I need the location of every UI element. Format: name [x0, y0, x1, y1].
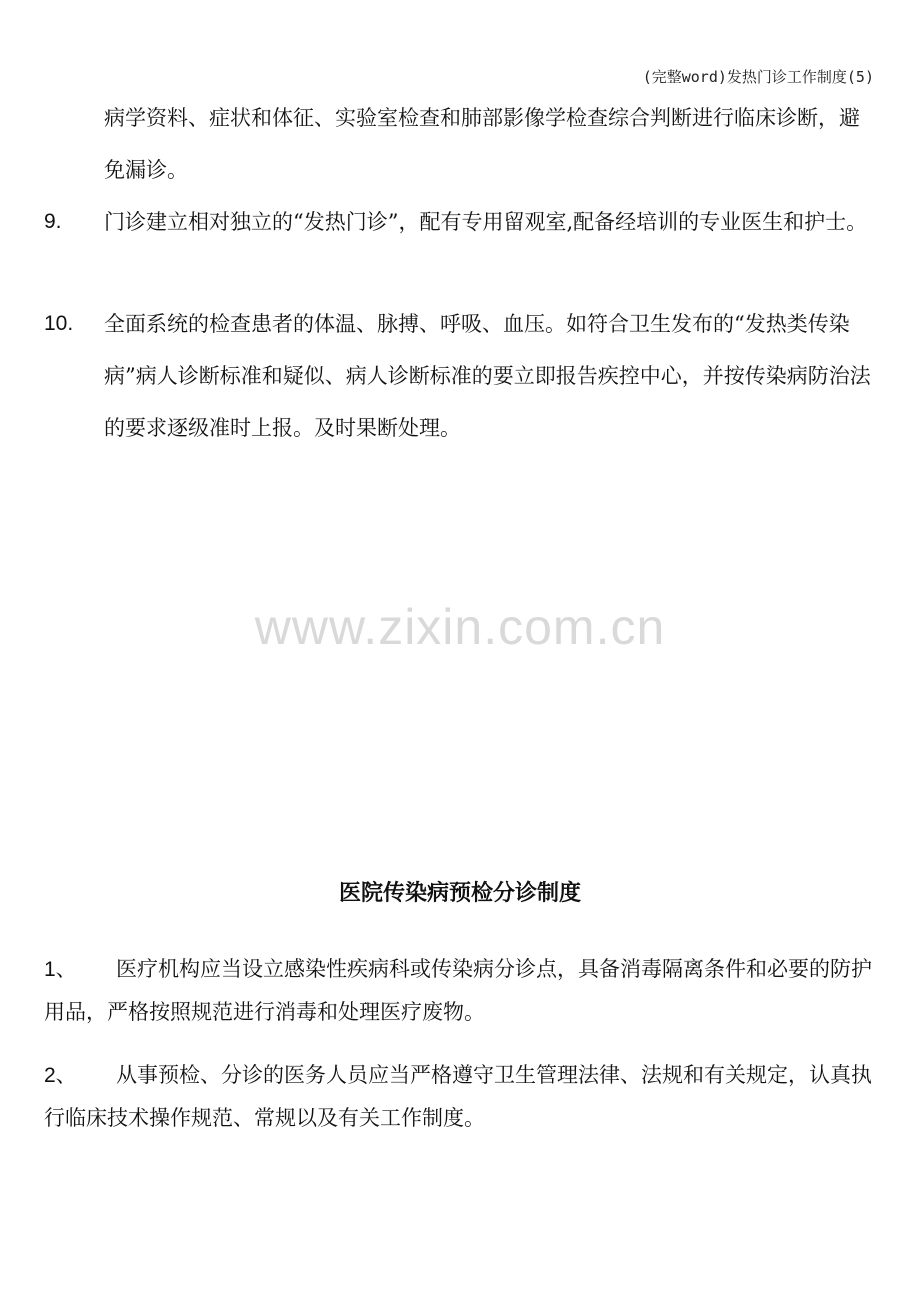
section-item-1 — [44, 948, 884, 1033]
watermark: www.zixin.com.cn — [254, 599, 666, 655]
continued-paragraph: 病学资料、症状和体征、实验室检查和肺部影像学检查综合判断进行临床诊断，避免漏诊。 — [104, 106, 860, 182]
section-title: 医院传染病预检分诊制度 — [338, 880, 581, 906]
list-item-number: 9. — [44, 210, 62, 233]
list-item-text: 门诊建立相对独立的“发热门诊”，配有专用留观室,配备经培训的专业医生和护士。 — [104, 210, 868, 234]
section-item-number: 1、 — [44, 958, 77, 981]
section-item-text: 从事预检、分诊的医务人员应当严格遵守卫生管理法律、法规和有关规定，认真执行临床技术操作规范、常规以及有关工作制度。 — [44, 1063, 872, 1130]
section-item-number: 2、 — [44, 1064, 77, 1087]
list-item-number: 10. — [44, 312, 74, 335]
section-item-text: 医疗机构应当设立感染性疾病科或传染病分诊点，具备消毒隔离条件和必要的防护用品，严格按照规范进行消毒和处理医疗废物。 — [44, 957, 872, 1024]
section-item-2 — [44, 1054, 884, 1139]
list-item-text: 全面系统的检查患者的体温、脉搏、呼吸、血压。如符合卫生发布的“发热类传染病”病人诊断标准和疑似、病人诊断标准的要立即报告疾控中心，并按传染病防治法的要求逐级准时上报。及时果断处理。 — [104, 312, 871, 440]
document-header: (完整word)发热门诊工作制度(5) — [642, 68, 874, 86]
